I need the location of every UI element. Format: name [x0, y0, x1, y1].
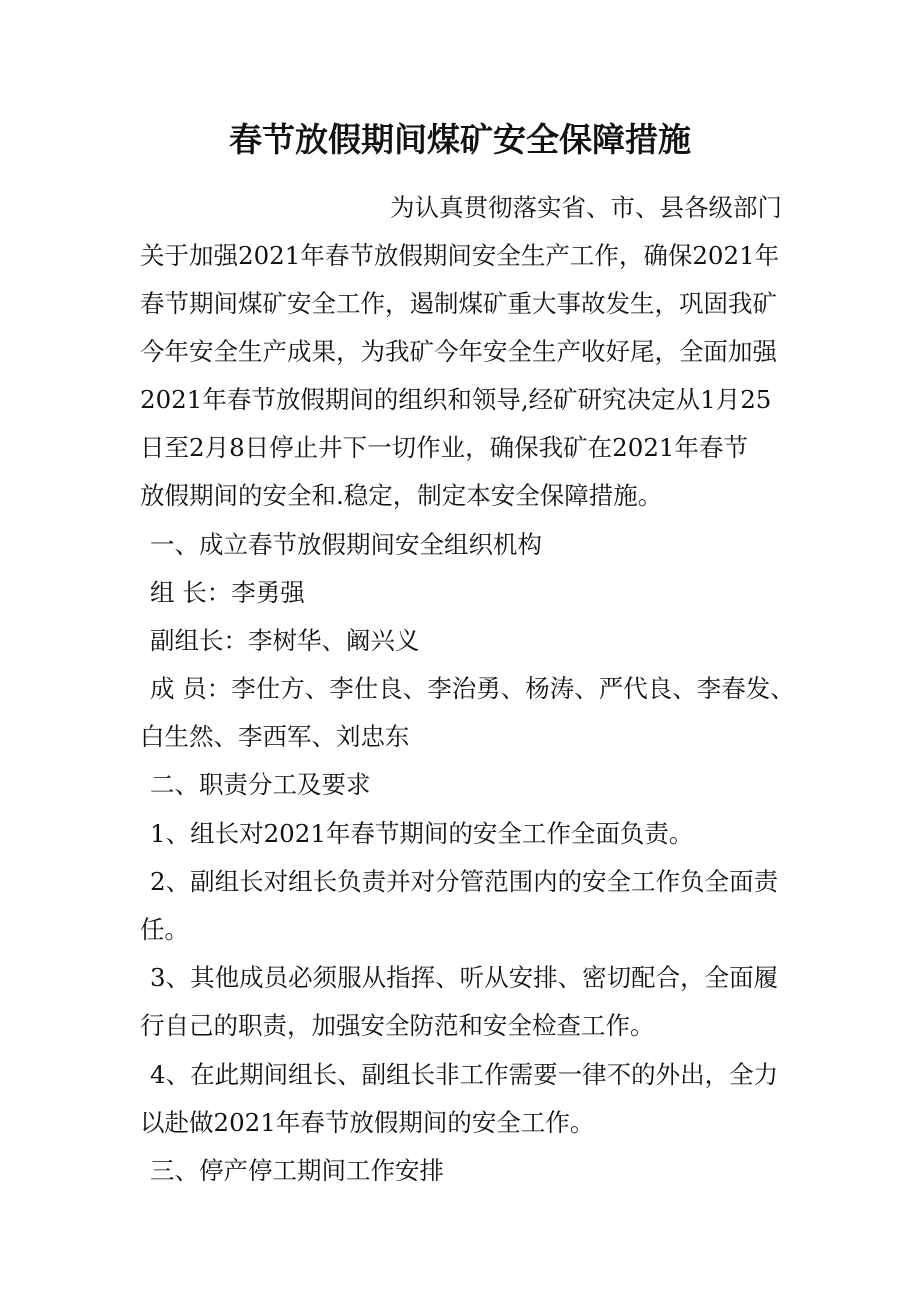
list-item-continued: 任。 [140, 915, 189, 944]
section-heading: 二、职责分工及要求 [150, 770, 371, 799]
team-leader-line: 组 长：李勇强 [150, 578, 305, 607]
paragraph-line: 春节期间煤矿安全工作，遏制煤矿重大事故发生，巩固我矿 [140, 289, 777, 318]
list-item: 2、副组长对组长负责并对分管范围内的安全工作负全面责 [150, 867, 779, 896]
list-item-continued: 行自己的职责，加强安全防范和安全检查工作。 [140, 1011, 655, 1040]
list-item: 4、在此期间组长、副组长非工作需要一律不的外出，全力 [150, 1060, 779, 1089]
list-item: 3、其他成员必须服从指挥、听从安排、密切配合，全面履 [150, 963, 779, 992]
paragraph-line: 今年安全生产成果，为我矿今年安全生产收好尾，全面加强 [140, 337, 777, 366]
members-line-continued: 白生然、李西军、刘忠东 [140, 722, 410, 751]
section-heading: 三、停产停工期间工作安排 [150, 1156, 444, 1185]
paragraph-line: 2021年春节放假期间的组织和领导,经矿研究决定从1月25 [140, 385, 772, 414]
paragraph-line: 日至2月8日停止井下一切作业，确保我矿在2021年春节 [140, 433, 749, 462]
paragraph-line: 为认真贯彻落实省、市、县各级部门 [390, 193, 782, 222]
document-title: 春节放假期间煤矿安全保障措施 [229, 120, 691, 159]
paragraph-line: 放假期间的安全和.稳定，制定本安全保障措施。 [140, 481, 663, 510]
section-heading: 一、成立春节放假期间安全组织机构 [150, 530, 542, 559]
members-line: 成 员：李仕方、李仕良、李治勇、杨涛、严代良、李春发、 [150, 674, 795, 703]
paragraph-line: 关于加强2021年春节放假期间安全生产工作，确保2021年 [140, 241, 780, 270]
deputy-leader-line: 副组长：李树华、阚兴义 [150, 626, 420, 655]
list-item: 1、组长对2021年春节期间的安全工作全面负责。 [150, 819, 694, 848]
list-item-continued: 以赴做2021年春节放假期间的安全工作。 [140, 1108, 595, 1137]
